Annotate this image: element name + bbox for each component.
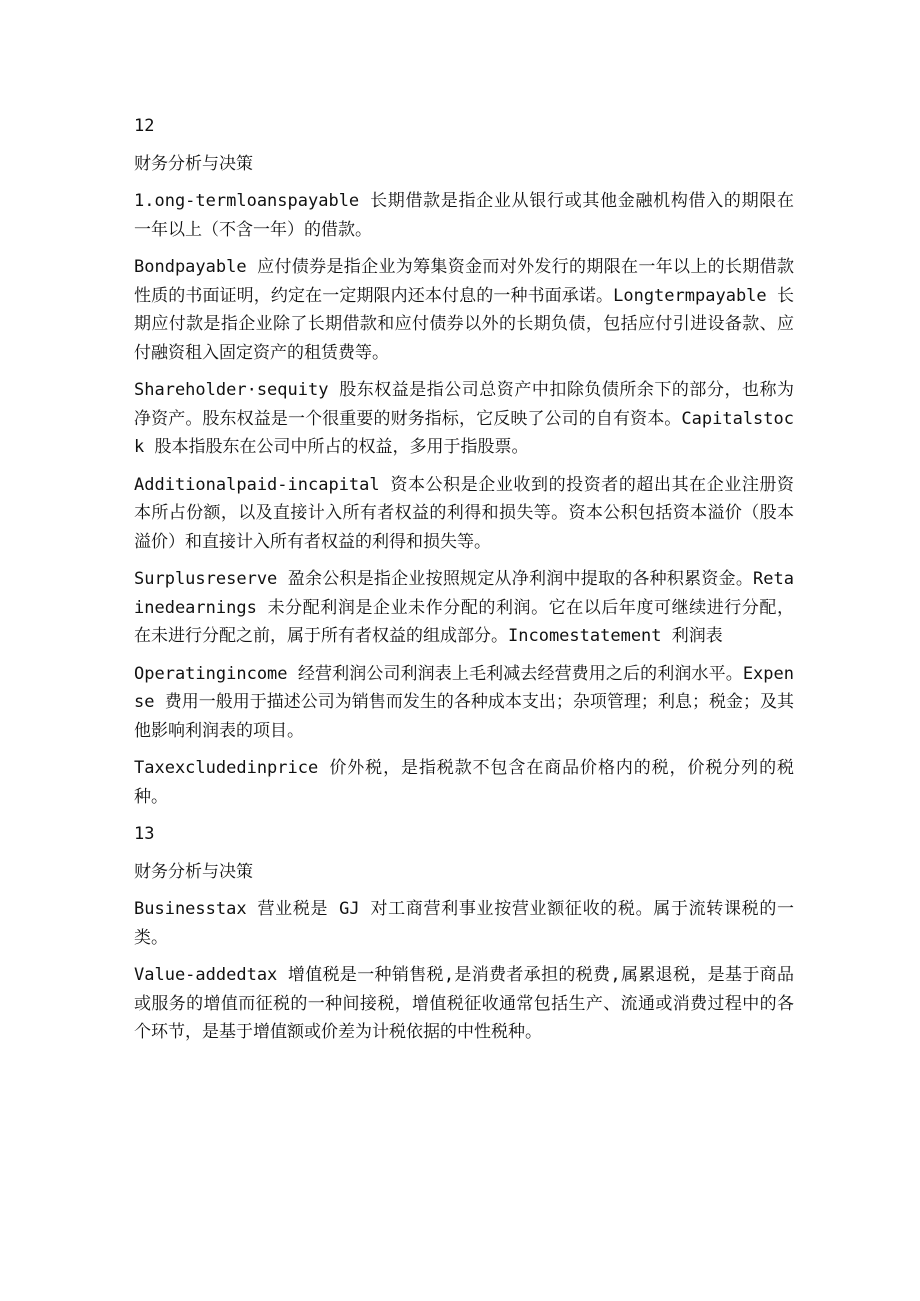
paragraph-tax-excluded-in-price: Taxexcludedinprice 价外税，是指税款不包含在商品价格内的税，价税分列的税种。 (134, 758, 794, 807)
paragraph-business-tax: Businesstax 营业税是 GJ 对工商营利事业按营业额征收的税。属于流转课税的一类。 (134, 899, 794, 948)
page-number: 13 (134, 824, 155, 844)
document-body (134, 112, 794, 1047)
paragraph-operating-income: Operatingincome 经营利润公司利润表上毛利减去经营费用之后的利润水平。Expense 费用一般用于描述公司为销售而发生的各种成本支出；杂项管理；利息；税金；及其他影响利润表的项目。 (134, 663, 794, 741)
paragraph-surplus-reserve: Surplusreserve 盈余公积是指企业按照规定从净利润中提取的各种积累资金。Retainedearnings 未分配利润是企业未作分配的利润。它在以后年度可继续进行分配，在未进行分配之前，属于所有者权益的组成部分。Incomestatement 利润表 (134, 569, 794, 646)
page-number: 12 (134, 116, 155, 136)
paragraph-long-term-loans: 1.ong-termloanspayable 长期借款是指企业从银行或其他金融机构借入的期限在一年以上（不含一年）的借款。 (134, 191, 794, 240)
paragraph-value-added-tax: Value-addedtax 增值税是一种销售税,是消费者承担的税费,属累退税，是基于商品或服务的增值而征税的一种间接税，增值税征收通常包括生产、流通或消费过程中的各个环节，是基于增值额或价差为计税依据的中性税种。 (134, 965, 794, 1042)
paragraph-bonds-payable: Bondpayable 应付债券是指企业为筹集资金而对外发行的期限在一年以上的长期借款性质的书面证明，约定在一定期限内还本付息的一种书面承诺。Longtermpayable 长期应付款是指企业除了长期借款和应付债券以外的长期负债，包括应付引进设备款、应付融资租入固定资产的租赁费等。 (134, 257, 794, 363)
section-title: 财务分析与决策 (134, 861, 253, 882)
paragraph-additional-paid-in-capital: Additionalpaid-incapital 资本公积是企业收到的投资者的超出其在企业注册资本所占份额，以及直接计入所有者权益的利得和损失等。资本公积包括资本溢价（股本溢价）和直接计入所有者权益的利得和损失等。 (134, 474, 794, 552)
paragraph-shareholders-equity: Shareholder·sequity 股东权益是指公司总资产中扣除负债所余下的部分，也称为净资产。股东权益是一个很重要的财务指标，它反映了公司的自有资本。Capitalstock 股本指股东在公司中所占的权益，多用于指股票。 (134, 380, 794, 457)
section-title: 财务分析与决策 (134, 153, 253, 174)
